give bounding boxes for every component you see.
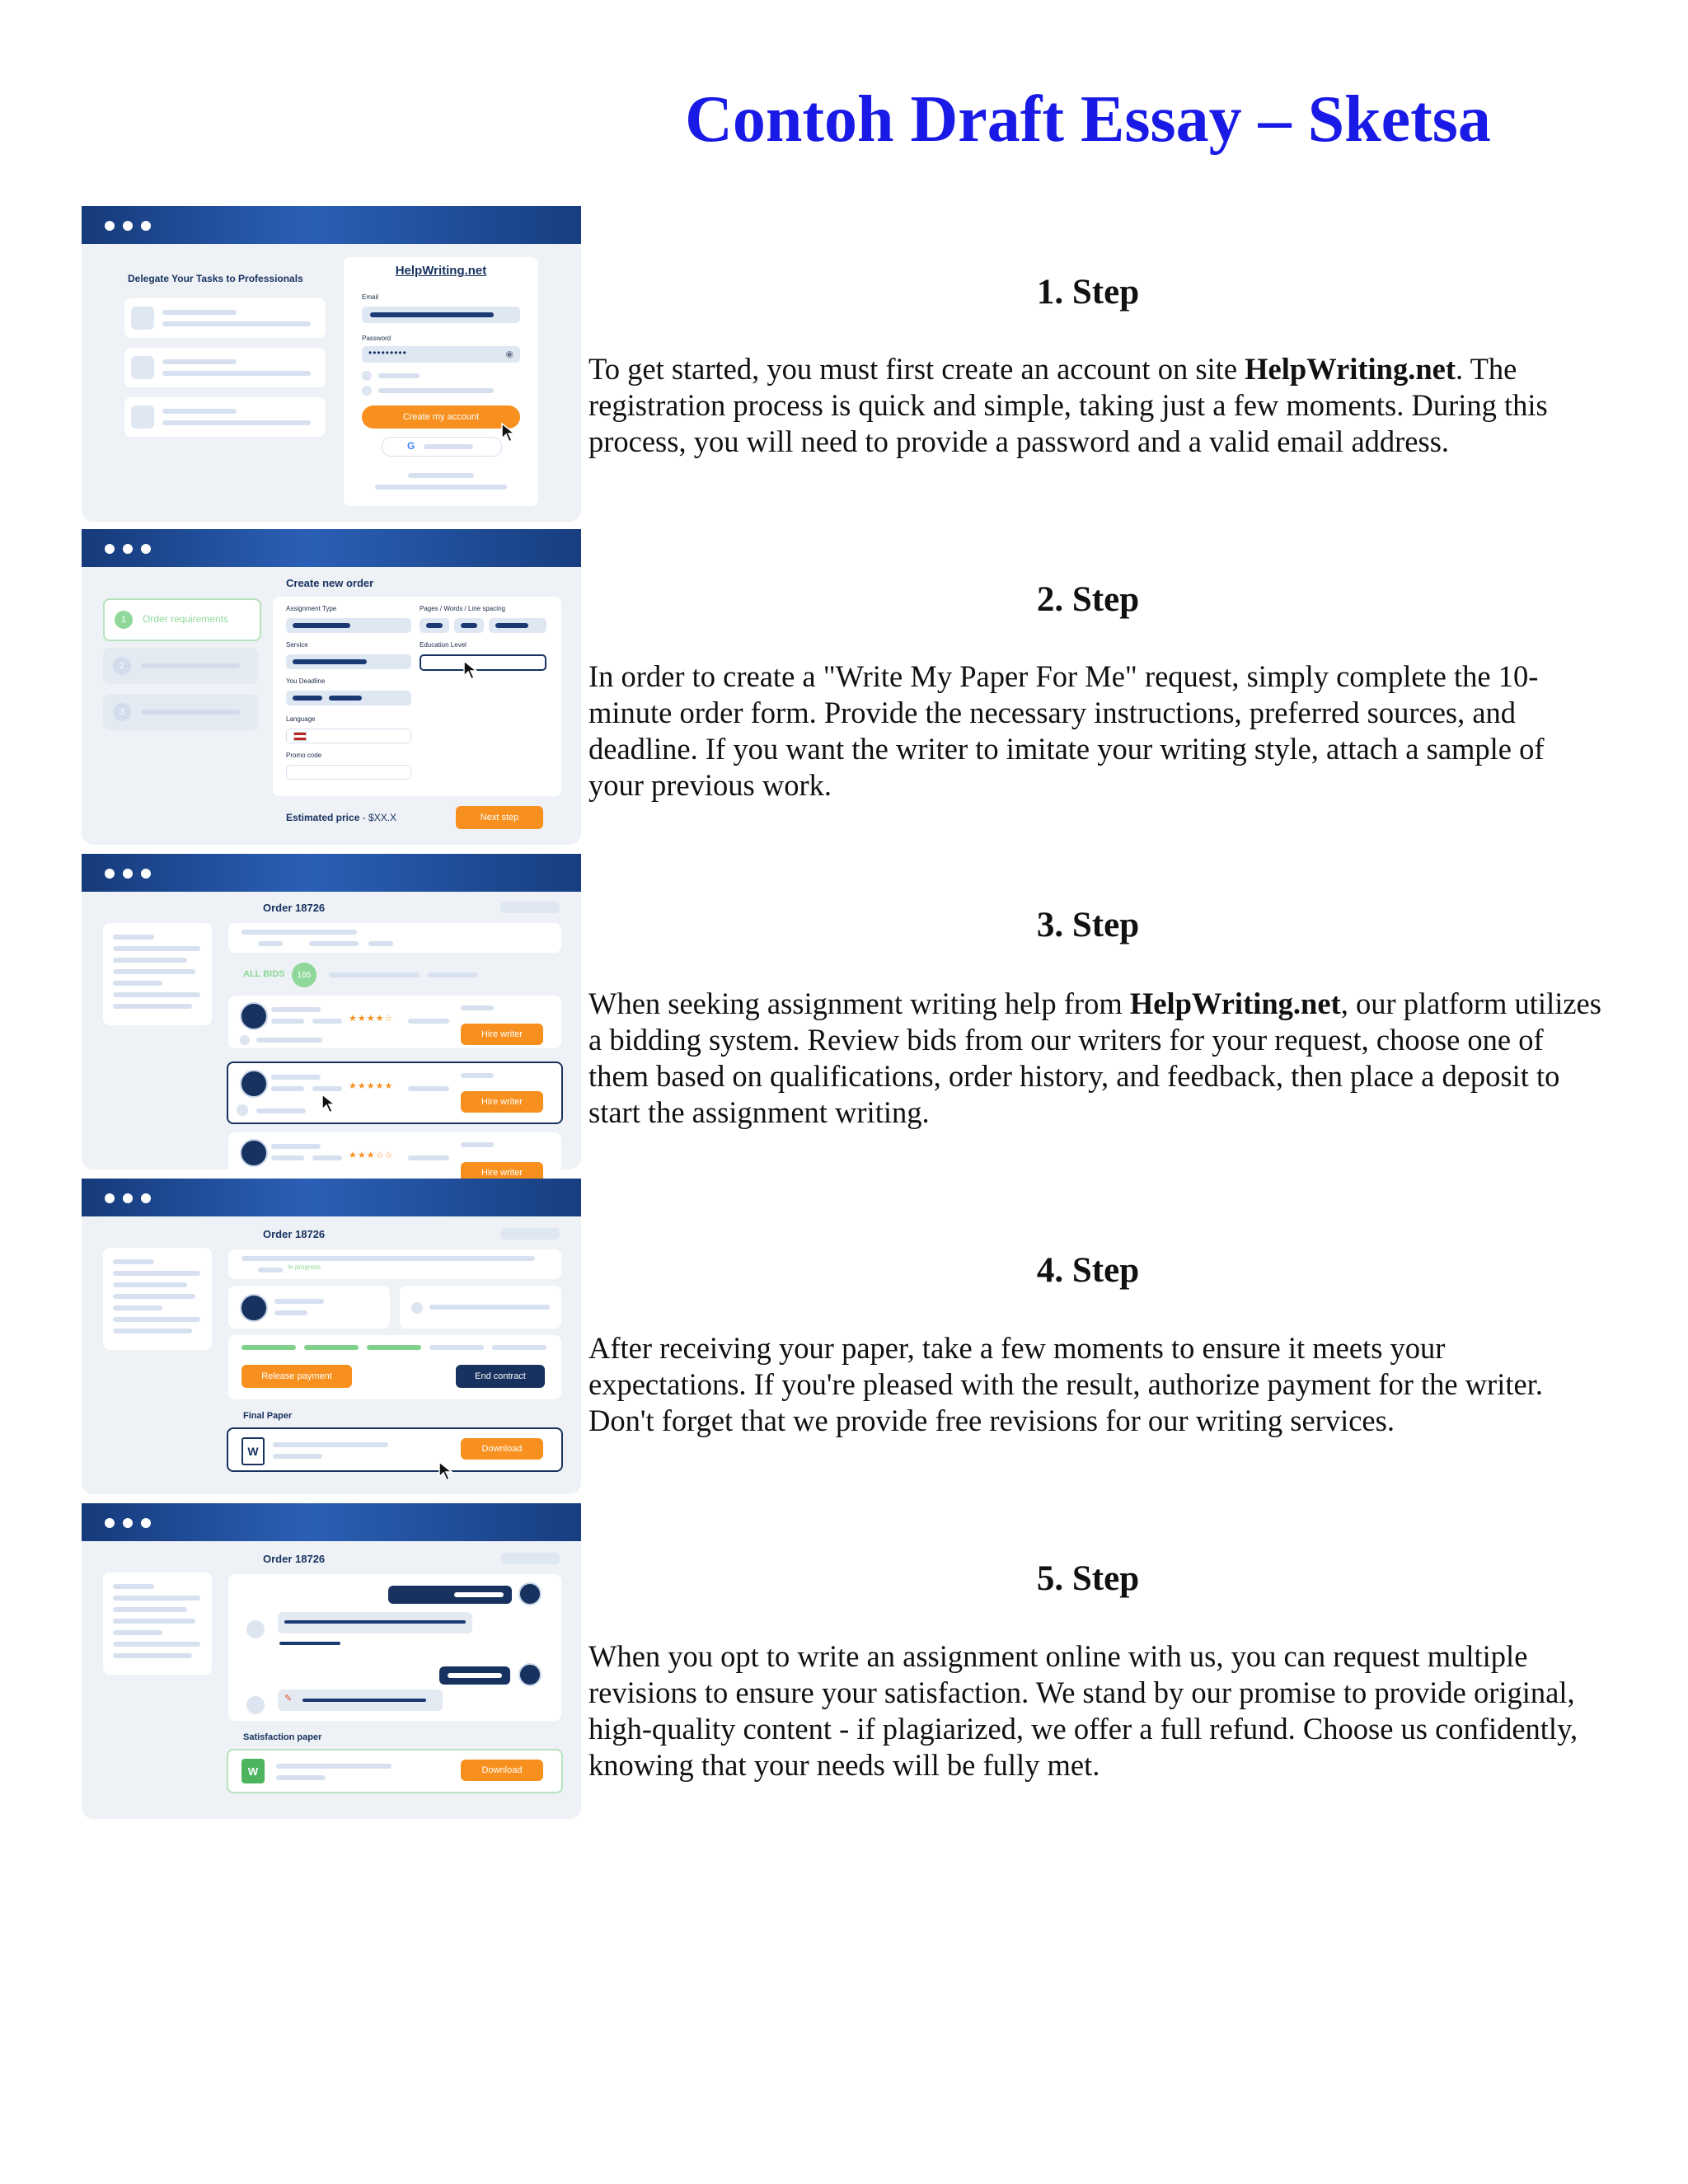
brand-logo: HelpWriting.net (395, 264, 487, 278)
step-2-text-a: In order to create a "Write My Paper For Me" request, simply complete the 10-minute order form. Provide the necessary instructions, preferred sources, and deadline. If you want the writer to imitate your writing style, attach a sample of your previous work. (588, 659, 1545, 802)
writer-avatar-icon (246, 1696, 265, 1714)
step-1-text-b: . The registration process is quick and simple, taking just a few moments. During this process, you will need to provide a password and a valid email address. (588, 352, 1548, 458)
step-number: 3 (113, 703, 131, 721)
bid-card[interactable] (228, 996, 561, 1048)
final-paper-file[interactable] (227, 1427, 563, 1472)
words-stepper[interactable] (454, 618, 484, 633)
stepper-item[interactable] (103, 694, 258, 730)
step-4-text (588, 1330, 1602, 1439)
end-contract-button[interactable]: End contract (456, 1365, 545, 1388)
bid-card-selected[interactable] (227, 1062, 563, 1124)
checkbox[interactable] (362, 371, 372, 381)
step-1-text-a: To get started, you must first create an account on site (588, 352, 1245, 386)
signup-form (344, 257, 538, 506)
step-3-text-b: , our platform utilizes a bidding system. Review bids from our writers for your request, choose one of them based on qualifications, order history, and feedback, then place a deposit to start the assignment writing. (588, 987, 1601, 1129)
order-action[interactable] (500, 1228, 560, 1240)
window-dots-icon (105, 543, 159, 558)
step-number: 2 (113, 657, 131, 675)
email-field[interactable] (362, 307, 520, 323)
attachment-icon: ✎ (284, 1694, 293, 1704)
order-action[interactable] (500, 902, 560, 913)
language-label: Language (286, 715, 316, 723)
download-button[interactable]: Download (461, 1760, 543, 1781)
sidebar (103, 923, 212, 1025)
window-titlebar (82, 1179, 581, 1216)
deadline-picker[interactable] (286, 691, 411, 705)
hire-writer-button[interactable]: Hire writer (461, 1162, 543, 1183)
window-titlebar (82, 854, 581, 892)
order-form-panel (273, 597, 561, 796)
stepper-item[interactable] (103, 648, 258, 684)
pages-words-label: Pages / Words / Line spacing (420, 605, 505, 612)
rating-stars: ★★★★★ (349, 1081, 394, 1091)
pages-stepper[interactable] (420, 618, 449, 633)
step-number: 1 (115, 611, 133, 629)
chat-panel (228, 1574, 561, 1721)
all-bids-label: ALL BIDS (243, 969, 285, 979)
release-payment-button[interactable]: Release payment (241, 1365, 352, 1388)
chat-message-sent (388, 1586, 512, 1604)
step-4-heading: 4. Step (1036, 1251, 1140, 1290)
service-label: Service (286, 641, 308, 649)
order-number: Order 18726 (263, 1553, 326, 1565)
us-flag-icon (293, 732, 307, 741)
order-status: In progress (288, 1263, 321, 1271)
chat-message-sent (439, 1666, 510, 1685)
mockup-signup (82, 206, 581, 522)
assignment-type-select[interactable] (286, 618, 411, 633)
mockup-bids (82, 854, 581, 1178)
estimated-price-value: - $XX.X (359, 812, 397, 823)
step-2-text (588, 658, 1602, 804)
education-level-label: Education Level (420, 641, 467, 649)
mockup-revisions (82, 1503, 581, 1819)
assignment-type-label: Assignment Type (286, 605, 337, 612)
step-3-brand: HelpWriting.net (1129, 987, 1341, 1020)
step-5-heading: 5. Step (1036, 1559, 1140, 1598)
deadline-label: You Deadline (286, 677, 326, 685)
create-account-button[interactable]: Create my account (362, 405, 520, 429)
chat-message-received (278, 1612, 472, 1633)
sidebar (103, 1572, 212, 1675)
order-form-heading: Create new order (286, 577, 374, 589)
spacing-select[interactable] (489, 618, 546, 633)
step-3-heading: 3. Step (1036, 906, 1140, 944)
step-4-text-a: After receiving your paper, take a few moments to ensure it meets your expectations. If you're pleased with the result, authorize payment for the writer. Don't forget that we provide free revisions for our writing services. (588, 1331, 1543, 1437)
password-mask: ••••••••• (368, 347, 407, 359)
step-1-brand: HelpWriting.net (1245, 352, 1456, 386)
window-dots-icon (105, 220, 159, 235)
estimated-price-label: Estimated price (286, 812, 360, 823)
google-signin-button[interactable] (382, 437, 502, 457)
step-1-heading: 1. Step (1036, 273, 1140, 312)
window-titlebar (82, 1503, 581, 1541)
window-titlebar (82, 529, 581, 567)
mockup-order-form (82, 529, 581, 845)
bid-card[interactable] (228, 1132, 561, 1185)
order-summary (228, 1249, 561, 1279)
window-titlebar (82, 206, 581, 244)
feature-card (124, 397, 326, 437)
writer-avatar-icon (240, 1294, 268, 1322)
estimated-price (286, 812, 396, 823)
chat-attachment[interactable] (278, 1690, 443, 1711)
eye-icon[interactable]: ◉ (505, 349, 513, 359)
step-5-text-a: When you opt to write an assignment online with us, you can request multiple revisions to ensure your satisfaction. We stand by our promise to provide original, high-quality content - if plagiarized, we offer a full refund. Choose us confidently, knowing that your needs will be fully met. (588, 1639, 1578, 1782)
step-5-text (588, 1638, 1602, 1783)
password-field[interactable] (362, 346, 520, 363)
user-avatar-icon (518, 1663, 542, 1686)
hire-writer-button[interactable]: Hire writer (461, 1024, 543, 1045)
step-1-text (588, 351, 1602, 460)
order-number: Order 18726 (263, 1228, 326, 1240)
password-label: Password (362, 335, 392, 342)
checkbox[interactable] (362, 386, 372, 396)
stepper-label: Order requirements (143, 613, 229, 625)
page-title: Contoh Draft Essay – Sketsa (685, 83, 1491, 156)
writer-avatar-icon (240, 1070, 268, 1098)
bids-count-badge: 165 (292, 963, 316, 987)
promo-code-input[interactable] (286, 765, 411, 780)
user-avatar-icon (518, 1582, 542, 1605)
writer-avatar-icon (240, 1139, 268, 1167)
stepper-item-requirements[interactable] (103, 598, 261, 641)
document-icon: W (241, 1437, 265, 1465)
document-icon: W (241, 1759, 265, 1783)
satisfaction-paper-label: Satisfaction paper (243, 1732, 322, 1742)
next-step-button[interactable]: Next step (456, 806, 543, 829)
writer-card (228, 1286, 390, 1329)
satisfaction-paper-file[interactable] (227, 1749, 563, 1793)
step-2-heading: 2. Step (1036, 580, 1140, 619)
window-dots-icon (105, 1517, 159, 1532)
window-dots-icon (105, 1193, 159, 1207)
language-select[interactable] (286, 729, 411, 743)
google-icon: G (407, 440, 415, 452)
order-action[interactable] (500, 1553, 560, 1564)
step-3-text-a: When seeking assignment writing help from (588, 987, 1130, 1020)
rating-stars: ★★★★☆ (349, 1014, 394, 1024)
feature-card (124, 298, 326, 338)
sidebar (103, 1248, 212, 1350)
feature-card (124, 348, 326, 387)
rating-stars: ★★★☆☆ (349, 1151, 394, 1160)
step-3-text (588, 986, 1602, 1131)
service-select[interactable] (286, 654, 411, 669)
email-label: Email (362, 293, 379, 301)
download-button[interactable]: Download (461, 1438, 543, 1460)
hire-writer-button[interactable]: Hire writer (461, 1091, 543, 1113)
promo-label: Promo code (286, 752, 322, 759)
writer-avatar-icon (240, 1002, 268, 1030)
writer-avatar-icon (246, 1620, 265, 1638)
window-dots-icon (105, 868, 159, 883)
education-level-select[interactable] (420, 654, 546, 671)
info-card (400, 1286, 561, 1329)
order-number: Order 18726 (263, 902, 326, 914)
final-paper-label: Final Paper (243, 1411, 293, 1421)
mockup-final-paper (82, 1179, 581, 1494)
signup-tagline: Delegate Your Tasks to Professionals (128, 273, 303, 284)
order-summary (228, 923, 561, 953)
payment-card (228, 1335, 561, 1399)
